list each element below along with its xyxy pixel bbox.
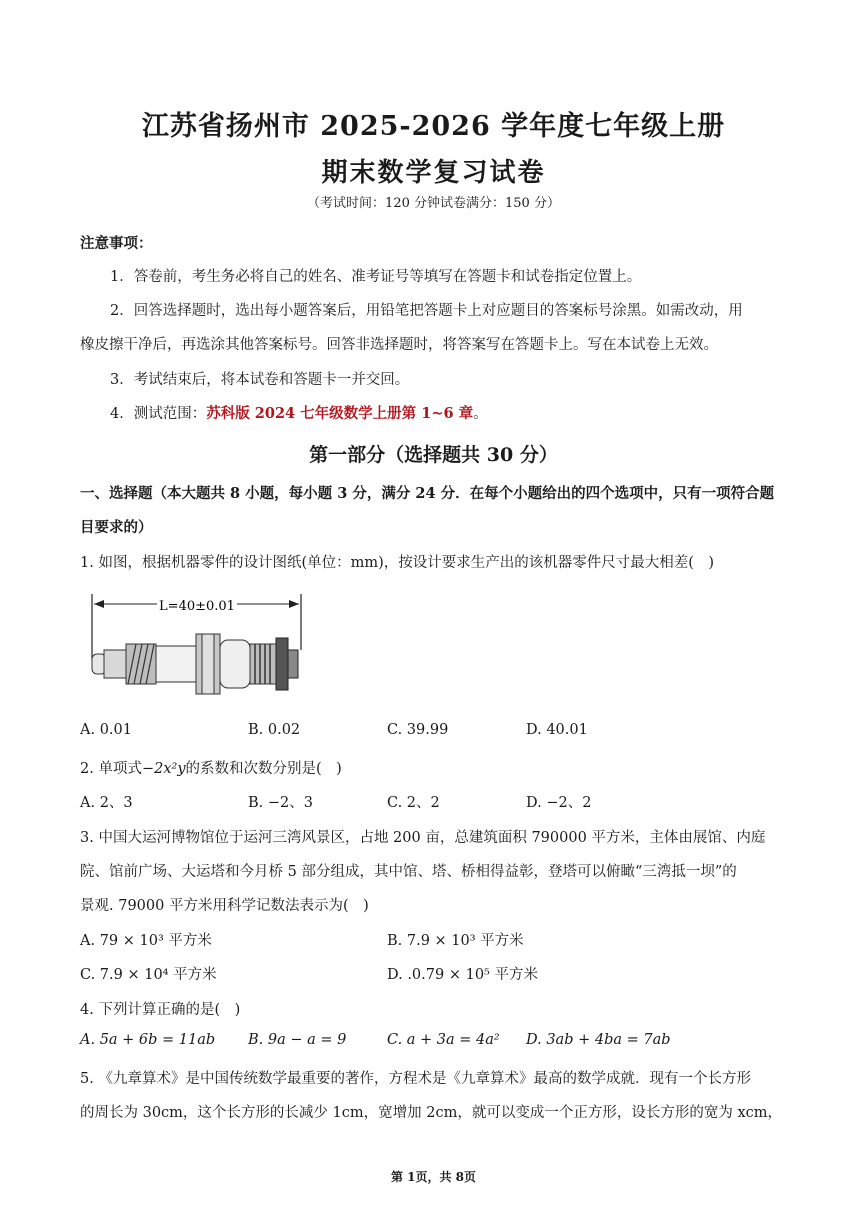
- notes-item-4-suffix: 。: [473, 406, 488, 422]
- q1-option-c: C. 39.99: [387, 722, 449, 738]
- q3-stem-2: 院、馆前广场、大运塔和今月桥 5 部分组成，其中馆、塔、桥相得益彰，登塔可以俯瞰“三湾抵一坝”的: [80, 864, 737, 880]
- notes-heading: 注意事项：: [80, 235, 153, 252]
- page-number: 第 1页，共 8页: [390, 1170, 477, 1184]
- q3-option-d: D. .0.79 × 10⁵ 平方米: [387, 967, 538, 983]
- notes-item-4-prefix: 4．测试范围：: [110, 406, 207, 422]
- q2-option-a: A. 2、3: [80, 795, 133, 811]
- q1-option-a: A. 0.01: [80, 722, 132, 738]
- q3-option-c: C. 7.9 × 10⁴ 平方米: [80, 967, 217, 983]
- q2-stem: [80, 757, 796, 778]
- q2-option-d: D. −2、2: [526, 795, 592, 811]
- q3-stem-1: 3. 中国大运河博物馆位于运河三湾风景区，占地 200 亩，总建筑面积 790000 平方米，主体由展馆、内庭: [80, 830, 766, 846]
- figure-dimension-label: L=40±0.01: [159, 599, 235, 614]
- q2-option-c: C. 2、2: [387, 795, 440, 811]
- q4-stem: 4. 下列计算正确的是( ): [80, 1002, 241, 1018]
- q4-option-b: B. 9a − a = 9: [248, 1032, 347, 1048]
- q4-option-d: D. 3ab + 4ba = 7ab: [526, 1032, 671, 1048]
- test-scope: 苏科版 2024 七年级数学上册第 1~6 章: [206, 405, 474, 422]
- q1-stem: 1. 如图，根据机器零件的设计图纸(单位：mm)，按设计要求生产出的该机器零件尺寸最大相差( ): [80, 555, 715, 571]
- q1-option-b: B. 0.02: [248, 722, 301, 738]
- q2-monomial: −2x²y: [141, 761, 186, 777]
- notes-item-2b: 橡皮擦干净后，再选涂其他答案标号。回答非选择题时，将答案写在答题卡上。写在本试卷上无效。: [80, 337, 718, 353]
- q2-stem-prefix: 2. 单项式: [80, 761, 142, 777]
- q4-option-c: C. a + 3a = 4a²: [387, 1032, 500, 1048]
- q3-option-b: B. 7.9 × 10³ 平方米: [387, 933, 524, 949]
- section1-heading: 一、选择题（本大题共 8 小题，每小题 3 分，满分 24 分．在每个小题给出的四个选项中，只有一项符合题: [80, 485, 775, 502]
- q2-stem-suffix: 的系数和次数分别是( ): [185, 761, 342, 777]
- exam-title: 江苏省扬州市 2025-2026 学年度七年级上册: [141, 111, 726, 142]
- q5-stem-1: 5. 《九章算术》是中国传统数学最重要的著作，方程术是《九章算术》最高的数学成就．现有一个长方形: [80, 1071, 751, 1087]
- notes-item-3: 3．考试结束后，将本试卷和答题卡一并交回。: [110, 372, 410, 388]
- notes-item-1: 1．答卷前，考生务必将自己的姓名、准考证号等填写在答题卡和试卷指定位置上。: [110, 269, 642, 285]
- q4-option-a: A. 5a + 6b = 11ab: [80, 1032, 216, 1048]
- exam-subtitle: 期末数学复习试卷: [321, 158, 546, 188]
- notes-item-4: [110, 402, 826, 423]
- q5-stem-2: 的周长为 30cm，这个长方形的长减少 1cm，宽增加 2cm，就可以变成一个正方形，设长方形的宽为 xcm，: [80, 1105, 782, 1121]
- exam-time-info: （考试时间：120 分钟试卷满分：150 分）: [307, 196, 560, 211]
- notes-item-2a: 2．回答选择题时，选出每小题答案后，用铅笔把答题卡上对应题目的答案标号涂黑。如需改动，用: [110, 303, 743, 319]
- machine-part-figure: [82, 590, 322, 705]
- q3-stem-3: 景观. 79000 平方米用科学记数法表示为( ): [80, 898, 369, 914]
- q3-option-a: A. 79 × 10³ 平方米: [80, 933, 212, 949]
- q2-option-b: B. −2、3: [248, 795, 313, 811]
- q1-option-d: D. 40.01: [526, 722, 588, 738]
- section1-heading-cont: 目要求的）: [80, 519, 153, 536]
- part1-title: 第一部分（选择题共 30 分）: [309, 444, 558, 466]
